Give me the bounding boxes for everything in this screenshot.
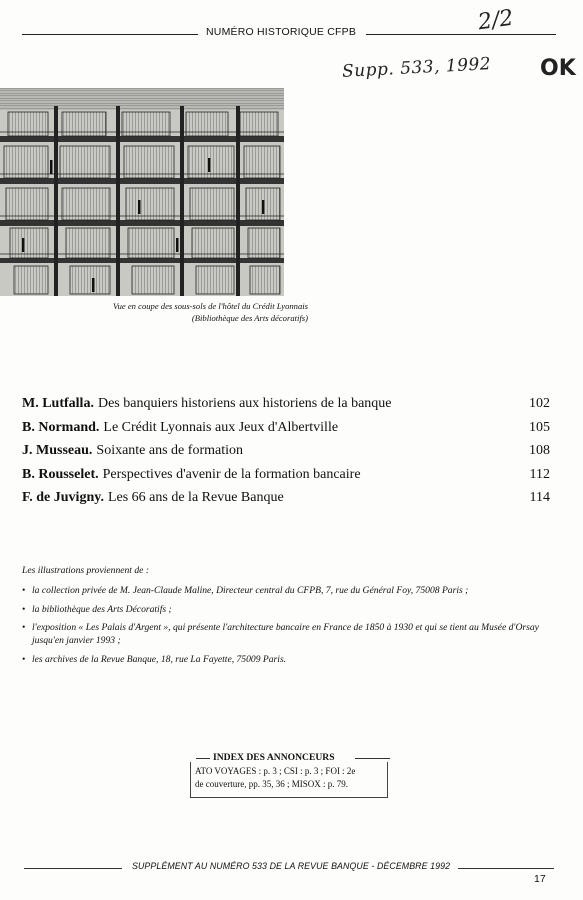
toc-author: M. Lutfalla. [22, 396, 94, 411]
vault-engraving-image [0, 88, 284, 296]
bullet-icon: • [22, 584, 26, 596]
running-footer: SUPPLÉMENT AU NUMÉRO 533 DE LA REVUE BANQUE - DÉCEMBRE 1992 [132, 861, 451, 871]
toc-page: 102 [529, 396, 550, 411]
credit-text: la collection privée de M. Jean-Claude Maline, Directeur central du CFPB, 7, rue du Général Foy, 75008 Paris ; [32, 584, 469, 596]
bullet-icon: • [22, 622, 26, 634]
toc-page: 108 [529, 443, 550, 458]
table-of-contents [22, 396, 550, 514]
toc-author: B. Normand. [22, 419, 100, 435]
credit-text: la bibliothèque des Arts Décoratifs ; [32, 603, 172, 615]
toc-entry [22, 420, 550, 444]
credit-item [22, 585, 542, 598]
index-rule-left [196, 758, 210, 759]
footer-rule-left [24, 868, 122, 869]
header-rule-right [366, 34, 556, 35]
handwritten-reference: Supp. 533, 1992 [341, 54, 492, 82]
handwritten-ok: OK [540, 56, 576, 81]
handwritten-fraction: 2/2 [476, 5, 515, 36]
page-number: 17 [534, 873, 546, 885]
index-line-2: de couverture, pp. 35, 36 ; MISOX : p. 79. [195, 778, 348, 789]
toc-page: 112 [529, 466, 550, 482]
credit-item [22, 604, 542, 617]
toc-entry [22, 467, 550, 491]
credit-text: les archives de la Revue Banque, 18, rue La Fayette, 75009 Paris. [32, 653, 287, 665]
illustration-credits [22, 565, 542, 673]
index-title: INDEX DES ANNONCEURS [210, 752, 338, 763]
credits-intro: Les illustrations proviennent de : [22, 565, 150, 576]
index-line-1: ATO VOYAGES : p. 3 ; CSI : p. 3 ; FOI : 2e [195, 766, 356, 776]
toc-page: 105 [529, 419, 550, 435]
toc-author: B. Rousselet. [22, 466, 99, 482]
header-rule-left [22, 34, 198, 35]
running-header: NUMÉRO HISTORIQUE CFPB [206, 26, 357, 38]
caption-line-1: Vue en coupe des sous-sols de l'hôtel du Crédit Lyonnais [113, 301, 308, 311]
toc-title: Des banquiers historiens aux historiens de la banque [97, 396, 392, 411]
toc-title: Le Crédit Lyonnais aux Jeux d'Albertville [103, 419, 339, 435]
index-box [190, 762, 388, 798]
caption-line-2: (Bibliothèque des Arts décoratifs) [191, 313, 308, 323]
toc-title: Perspectives d'avenir de la formation bancaire [102, 466, 361, 482]
bullet-icon: • [22, 653, 26, 665]
toc-author: F. de Juvigny. [22, 490, 104, 505]
toc-entry [22, 396, 550, 420]
footer-rule-right [458, 868, 554, 869]
toc-page: 114 [529, 490, 550, 505]
toc-title: Les 66 ans de la Revue Banque [107, 490, 284, 505]
index-rule-right [355, 758, 390, 759]
bullet-icon: • [22, 603, 26, 615]
toc-author: J. Musseau. [22, 443, 93, 458]
credit-item [22, 654, 542, 667]
toc-entry [22, 490, 550, 514]
toc-entry [22, 443, 550, 467]
credit-item [22, 622, 542, 648]
figure-caption [50, 300, 308, 324]
toc-title: Soixante ans de formation [96, 443, 243, 458]
credit-text: l'exposition « Les Palais d'Argent », qui présente l'architecture bancaire en France de 1850 à 1930 et qui se tient au Musée d'Orsay jusqu'en janvier 1993 ; [32, 622, 539, 647]
